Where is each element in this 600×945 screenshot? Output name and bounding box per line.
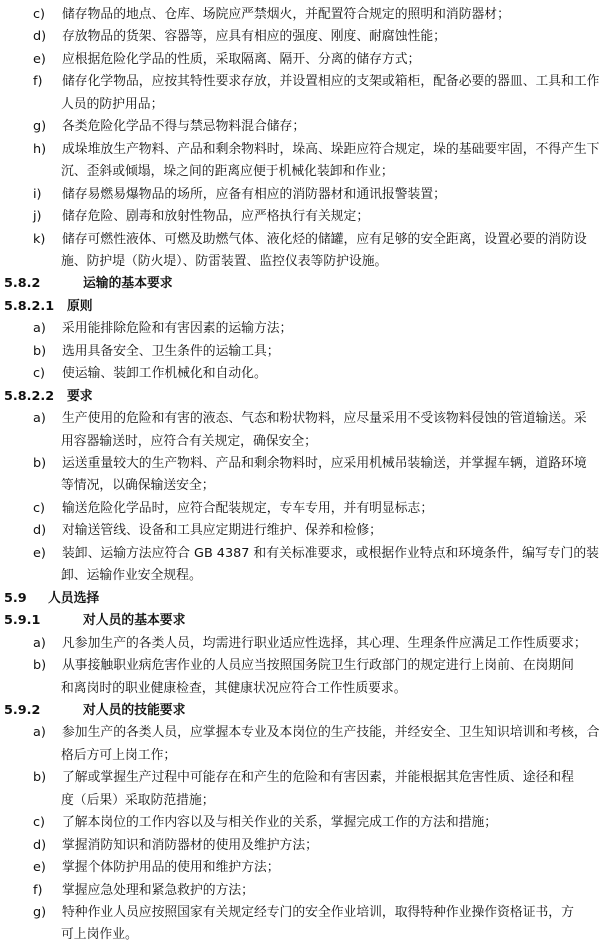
item-text: 储存危险、剧毒和放射性物品，应严格执行有关规定； <box>62 209 370 224</box>
item-text: 掌握个体防护用品的使用和维护方法； <box>62 860 280 876</box>
list-item <box>0 656 600 676</box>
list-item <box>0 723 600 743</box>
item-marker: g) <box>33 905 47 920</box>
item-text: 特种作业人员应按照国家有关规定经专门的安全作业培训，取得特种作业操作资格证书，方 <box>62 905 574 920</box>
item-marker: a) <box>33 411 46 427</box>
item-marker: b) <box>33 770 47 786</box>
section-heading <box>0 274 600 294</box>
section-number: 5.8.2.1 <box>4 298 55 314</box>
item-marker: c) <box>33 366 46 382</box>
item-marker: d) <box>33 29 47 45</box>
list-item-continuation <box>0 476 600 496</box>
item-marker: c) <box>33 500 46 516</box>
list-item-continuation <box>0 746 600 766</box>
item-text: 储存化学物品，应按其特性要求存放，并设置相应的支架或箱柜，配备必要的器皿、工具和工作 <box>62 74 600 90</box>
list-item <box>0 364 600 384</box>
item-text: 储存可燃性液体、可燃及助燃气体、液化烃的储罐，应有足够的安全距离，设置必要的消防设 <box>62 231 587 247</box>
item-text: 等情况，以确保输送安全； <box>61 478 215 494</box>
list-item <box>0 544 600 564</box>
item-text: 从事接触职业病危害作业的人员应当按照国务院卫生行政部门的规定进行上岗前、在岗期间 <box>62 658 574 673</box>
list-item <box>0 499 600 519</box>
section-heading <box>0 611 600 631</box>
list-item <box>0 207 600 227</box>
item-text: 卸、运输作业安全规程。 <box>61 568 202 584</box>
item-text: 了解本岗位的工作内容以及与相关作业的关系，掌握完成工作的方法和措施； <box>62 815 498 831</box>
item-text: 可上岗作业。 <box>61 927 138 943</box>
section-heading <box>0 589 600 609</box>
section-number: 5.8.2 <box>4 276 41 292</box>
section-heading <box>0 297 600 317</box>
item-text: 存放物品的货架、容器等，应具有相应的强度、刚度、耐腐蚀性能； <box>62 29 446 45</box>
list-item <box>0 409 600 429</box>
item-text: 应根据危险化学品的性质，采取隔离、隔开、分离的储存方式； <box>62 51 421 67</box>
item-marker: d) <box>33 523 47 539</box>
item-text: 运送重量较大的生产物料、产品和剩余物料时，应采用机械吊装输送，并掌握车辆，道路环境 <box>62 456 587 471</box>
list-item <box>0 903 600 923</box>
list-item <box>0 117 600 137</box>
list-item-continuation <box>0 925 600 945</box>
section-heading <box>0 701 600 721</box>
item-marker: h) <box>33 141 47 157</box>
item-text: 和离岗时的职业健康检查，其健康状况应符合工作性质要求。 <box>61 680 407 696</box>
section-title: 人员选择 <box>48 590 100 606</box>
item-text: 沉、歪斜或倾塌，垛之间的距离应便于机械化装卸和作业； <box>61 164 394 180</box>
item-marker: c) <box>33 815 46 831</box>
item-marker: i) <box>33 186 42 202</box>
list-item <box>0 634 600 654</box>
item-marker: a) <box>33 321 46 337</box>
item-marker: c) <box>33 7 46 22</box>
list-item-continuation <box>0 566 600 586</box>
section-number: 5.8.2.2 <box>4 388 55 404</box>
item-marker: b) <box>33 343 47 359</box>
item-text: 输送危险化学品时，应符合配装规定，专车专用，并有明显标志； <box>62 500 434 516</box>
item-text: 参加生产的各类人员，应掌握本专业及本岗位的生产技能，并经安全、卫生知识培训和考核，合 <box>62 725 600 741</box>
list-item <box>0 50 600 70</box>
item-text: 掌握应急处理和紧急救护的方法； <box>62 882 254 898</box>
list-item <box>0 5 600 25</box>
list-item-continuation <box>0 679 600 699</box>
item-text: 格后方可上岗工作； <box>61 747 177 763</box>
list-item-continuation <box>0 791 600 811</box>
item-marker: a) <box>33 635 46 651</box>
section-title: 对人员的基本要求 <box>83 613 186 629</box>
item-text: 储存物品的地点、仓库、场院应严禁烟火，并配置符合规定的照明和消防器材； <box>62 7 510 22</box>
item-marker: f) <box>33 882 43 898</box>
item-marker: a) <box>33 725 46 741</box>
item-text: 使运输、装卸工作机械化和自动化。 <box>62 366 267 382</box>
item-marker: k) <box>33 231 46 247</box>
section-title: 要求 <box>67 388 93 404</box>
list-item <box>0 185 600 205</box>
item-text: 了解或掌握生产过程中可能存在和产生的危险和有害因素，并能根据其危害性质、途径和程 <box>62 770 574 786</box>
list-item <box>0 230 600 250</box>
item-text: 成垛堆放生产物料、产品和剩余物料时，垛高、垛距应符合规定，垛的基础要牢固，不得产生下 <box>62 141 600 157</box>
list-item <box>0 319 600 339</box>
list-item-continuation <box>0 95 600 115</box>
list-item-continuation <box>0 432 600 452</box>
section-number: 5.9.1 <box>4 613 41 629</box>
list-item <box>0 454 600 474</box>
list-item <box>0 521 600 541</box>
item-marker: b) <box>33 456 47 471</box>
item-marker: f) <box>33 74 43 90</box>
section-heading <box>0 387 600 407</box>
list-item <box>0 72 600 92</box>
item-marker: b) <box>33 658 47 673</box>
item-text: 凡参加生产的各类人员，均需进行职业适应性选择，其心理、生理条件应满足工作性质要求； <box>62 635 587 651</box>
section-number: 5.9.2 <box>4 702 41 718</box>
list-item-continuation <box>0 252 600 272</box>
list-item <box>0 836 600 856</box>
item-marker: j) <box>33 209 42 224</box>
list-item <box>0 27 600 47</box>
item-text: 选用具备安全、卫生条件的运输工具； <box>62 343 280 359</box>
item-text: 度（后果）采取防范措施； <box>61 792 215 808</box>
item-text: 各类危险化学品不得与禁忌物料混合储存； <box>62 119 306 135</box>
item-text: 储存易燃易爆物品的场所，应备有相应的消防器材和通讯报警装置； <box>62 186 446 202</box>
item-marker: e) <box>33 545 46 561</box>
item-text: 人员的防护用品； <box>61 96 164 112</box>
list-item <box>0 342 600 362</box>
item-text: 用容器输送时，应符合有关规定，确保安全； <box>61 433 317 449</box>
item-text: 采用能排除危险和有害因素的运输方法； <box>62 321 293 337</box>
section-number: 5.9 <box>4 590 27 606</box>
list-item <box>0 881 600 901</box>
item-text: 对输送管线、设备和工具应定期进行维护、保养和检修； <box>62 523 382 539</box>
item-text: 生产使用的危险和有害的液态、气态和粉状物料，应尽量采用不受该物料侵蚀的管道输送。采 <box>62 411 587 427</box>
list-item-continuation <box>0 162 600 182</box>
item-text: 施、防护堤（防火堤）、防雷装置、监控仪表等防护设施。 <box>61 253 388 269</box>
section-title: 对人员的技能要求 <box>83 702 186 718</box>
list-item <box>0 140 600 160</box>
section-title: 运输的基本要求 <box>83 276 173 292</box>
list-item <box>0 768 600 788</box>
item-text: 掌握消防知识和消防器材的使用及维护方法； <box>62 837 318 853</box>
section-title: 原则 <box>67 298 93 314</box>
list-item <box>0 813 600 833</box>
item-marker: e) <box>33 860 46 876</box>
item-text: 装卸、运输方法应符合 GB 4387 和有关标准要求，或根据作业特点和环境条件，编写专门的装 <box>62 545 599 561</box>
item-marker: g) <box>33 119 47 135</box>
item-marker: e) <box>33 51 46 67</box>
item-marker: d) <box>33 837 47 853</box>
list-item <box>0 858 600 878</box>
